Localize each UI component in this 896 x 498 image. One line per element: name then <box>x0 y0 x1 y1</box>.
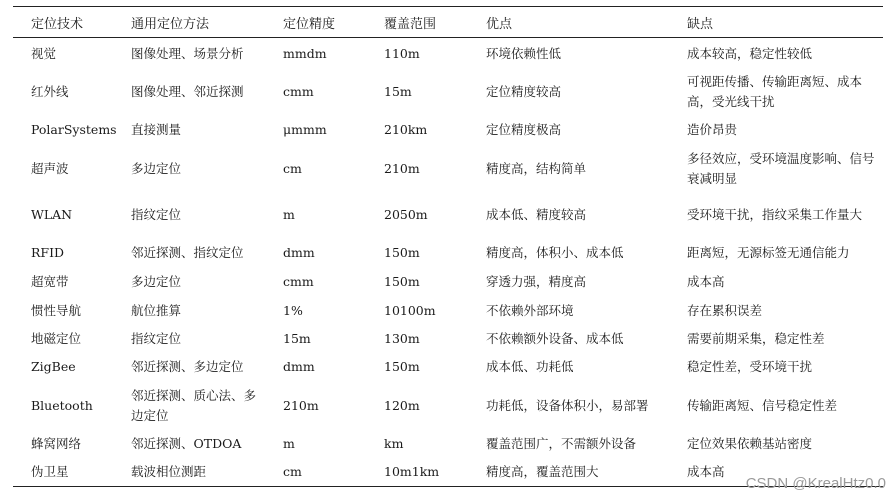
cell-method: 多边定位 <box>131 274 182 289</box>
cell-coverage: 10m1km <box>366 458 468 487</box>
cell-coverage: 10100m <box>384 302 436 318</box>
cell-pros: 成本低、功耗低 <box>486 359 574 374</box>
cell-pros: 精度高，结构简单 <box>486 161 587 176</box>
cell-pros: 环境依赖性低 <box>486 45 562 61</box>
cell-tech: ZigBee <box>31 359 76 374</box>
cell-coverage: 210km <box>384 122 428 137</box>
header-tech: 定位技术 <box>13 7 113 38</box>
cell-accuracy: μmmm <box>283 122 327 137</box>
cell-method: 邻近探测、指纹定位 <box>131 245 244 260</box>
table-row <box>13 147 883 192</box>
cell-method: 指纹定位 <box>131 207 182 222</box>
table-row <box>13 297 883 325</box>
cell-accuracy: cm <box>283 161 302 176</box>
cell-tech: 超宽带 <box>31 274 69 289</box>
header-accuracy: 定位精度 <box>265 7 366 38</box>
cell-cons: 可视距传播、传输距离短、成本高，受光线干扰 <box>687 73 863 109</box>
cell-accuracy: dmm <box>283 245 315 260</box>
cell-method: 图像处理、邻近探测 <box>131 83 244 99</box>
cell-method: 邻近探测、OTDOA <box>131 435 242 451</box>
cell-tech: 红外线 <box>31 83 69 99</box>
table-row <box>13 239 883 268</box>
cell-coverage: 150m <box>384 274 420 289</box>
cell-method: 邻近探测、质心法、多边定位 <box>131 387 257 423</box>
cell-cons: 需要前期采集，稳定性差 <box>687 330 825 346</box>
cell-accuracy: cm <box>265 458 366 487</box>
cell-pros: 精度高，覆盖范围大 <box>468 458 669 487</box>
table-row <box>13 353 883 382</box>
cell-coverage: 120m <box>384 397 420 413</box>
cell-method: 直接测量 <box>131 122 182 137</box>
cell-tech: 超声波 <box>31 161 69 176</box>
cell-accuracy: mmdm <box>283 45 327 61</box>
cell-accuracy: m <box>283 435 295 451</box>
table-row <box>13 70 883 114</box>
cell-pros: 不依赖外部环境 <box>486 302 574 318</box>
cell-pros: 不依赖额外设备、成本低 <box>486 330 624 346</box>
cell-cons: 造价昂贵 <box>687 122 738 137</box>
cell-cons: 多径效应，受环境温度影响、信号衰减明显 <box>687 151 875 186</box>
table-row <box>13 382 883 430</box>
cell-pros: 穿透力强，精度高 <box>486 274 587 289</box>
table-row <box>13 192 883 239</box>
cell-accuracy: dmm <box>283 359 315 374</box>
cell-cons: 定位效果依赖基站密度 <box>687 435 813 451</box>
header-pros: 优点 <box>468 7 669 38</box>
cell-pros: 覆盖范围广，不需额外设备 <box>486 435 637 451</box>
cell-accuracy: 210m <box>283 397 319 413</box>
cell-coverage: 110m <box>384 45 420 61</box>
cell-coverage: 210m <box>384 161 420 176</box>
cell-method: 指纹定位 <box>131 330 182 346</box>
table-row <box>13 430 883 458</box>
table-row <box>13 325 883 353</box>
cell-cons: 成本高 <box>669 458 883 487</box>
cell-pros: 功耗低，设备体积小，易部署 <box>486 397 649 413</box>
cell-tech: 蜂窝网络 <box>31 435 82 451</box>
cell-tech: 视觉 <box>31 45 57 61</box>
cell-accuracy: 15m <box>283 330 311 346</box>
cell-tech: WLAN <box>31 207 73 222</box>
table-row <box>13 38 883 70</box>
header-method: 通用定位方法 <box>113 7 265 38</box>
cell-method: 图像处理、场景分析 <box>131 45 244 61</box>
header-cons: 缺点 <box>669 7 883 38</box>
cell-accuracy: 1% <box>283 302 303 318</box>
cell-cons: 存在累积误差 <box>687 302 763 318</box>
cell-tech: 伪卫星 <box>13 458 113 487</box>
cell-coverage: 2050m <box>384 207 428 222</box>
cell-method: 邻近探测、多边定位 <box>131 359 244 374</box>
cell-pros: 成本低、精度较高 <box>486 207 587 222</box>
cell-method: 多边定位 <box>131 161 182 176</box>
cell-coverage: 15m <box>384 83 412 99</box>
cell-method: 航位推算 <box>131 302 182 318</box>
cell-accuracy: m <box>283 207 295 222</box>
cell-tech: RFID <box>31 245 65 260</box>
cell-pros: 定位精度较高 <box>486 83 562 99</box>
cell-accuracy: cmm <box>283 274 314 289</box>
cell-cons: 稳定性差，受环境干扰 <box>687 359 813 374</box>
cell-accuracy: cmm <box>283 83 314 99</box>
positioning-technology-table <box>13 6 883 487</box>
header-coverage: 覆盖范围 <box>366 7 468 38</box>
cell-cons: 成本高 <box>687 274 725 289</box>
cell-coverage: 150m <box>384 245 420 260</box>
cell-cons: 成本较高，稳定性较低 <box>687 45 813 61</box>
cell-method: 载波相位测距 <box>113 458 265 487</box>
cell-tech: Bluetooth <box>31 397 93 413</box>
cell-tech: 惯性导航 <box>31 302 82 318</box>
csdn-watermark: CSDN @KrealHtz0.0 <box>745 475 886 492</box>
cell-cons: 距离短，无源标签无通信能力 <box>687 245 850 260</box>
table-header-row <box>13 7 883 38</box>
table-row <box>13 114 883 147</box>
cell-coverage: 150m <box>384 359 420 374</box>
cell-pros: 定位精度极高 <box>486 122 562 137</box>
cell-tech: PolarSystems <box>31 122 117 137</box>
table-row <box>13 268 883 297</box>
cell-cons: 受环境干扰，指纹采集工作量大 <box>687 207 863 222</box>
cell-cons: 传输距离短、信号稳定性差 <box>687 397 838 413</box>
cell-pros: 精度高，体积小、成本低 <box>486 245 624 260</box>
cell-tech: 地磁定位 <box>31 330 82 346</box>
cell-coverage: 130m <box>384 330 420 346</box>
cell-coverage: km <box>384 435 404 451</box>
